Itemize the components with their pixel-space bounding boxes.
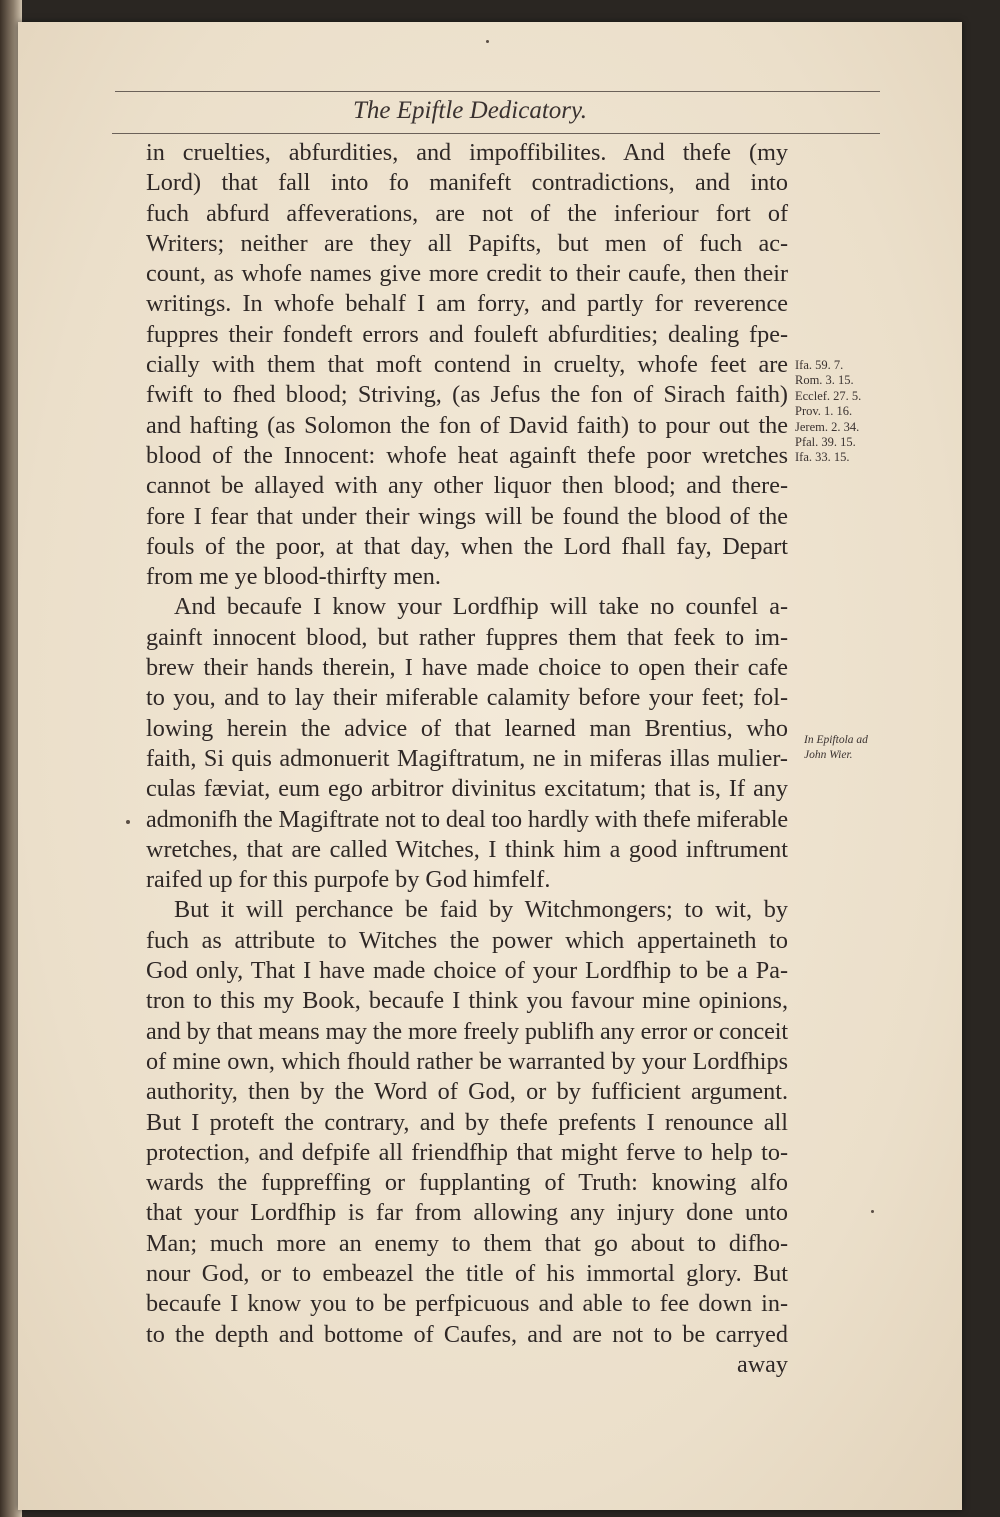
text-line: God only, That I have made choice of your Lordfhip to be a Pa- [146, 957, 788, 985]
text-line: and by that means may the more freely publifh any error or conceit [146, 1017, 788, 1045]
paper-speck [871, 1210, 874, 1213]
running-header: The Epiftle Dedicatory. [353, 97, 587, 124]
paper-speck [126, 820, 130, 824]
text-line: faith, Si quis admonuerit Magiftratum, ne in miferas illas mulier- [146, 744, 788, 772]
text-line: and hafting (as Solomon the fon of David faith) to pour out the [146, 411, 788, 439]
text-line: brew their hands therein, I have made choice to open their cafe [146, 654, 788, 682]
text-line: Lord) that fall into fo manifeft contradictions, and into [146, 169, 788, 197]
text-line: that your Lordfhip is far from allowing any injury done unto [146, 1199, 788, 1227]
text-line: from me ye blood-thirfty men. [146, 563, 441, 591]
text-line: to the depth and bottome of Caufes, and are not to be carryed [146, 1320, 788, 1348]
text-line: blood of the Innocent: whofe heat againft thefe poor wretches [146, 441, 788, 469]
body-text [146, 138, 788, 1380]
text-line: nour God, or to embeazel the title of his immortal glory. But [146, 1259, 788, 1287]
text-line: And becaufe I know your Lordfhip will take no counfel a- [174, 593, 788, 621]
text-line: becaufe I know you to be perfpicuous and able to fee down in- [146, 1290, 788, 1318]
text-line: wards the fuppreffing or fupplanting of Truth: knowing alfo [146, 1169, 788, 1197]
text-line: Writers; neither are they all Papifts, but men of fuch ac- [146, 229, 788, 257]
text-line: fwift to fhed blood; Striving, (as Jefus the fon of Sirach faith) [146, 381, 788, 409]
text-line: cannot be allayed with any other liquor then blood; and there- [146, 472, 788, 500]
catchword: away [736, 1350, 788, 1378]
text-line: authority, then by the Word of God, or by fufficient argument. [146, 1078, 788, 1106]
text-line: fouls of the poor, at that day, when the Lord fhall fay, Depart [146, 532, 788, 560]
text-line: cially with them that moft contend in cruelty, whofe feet are [146, 351, 788, 379]
text-line: But it will perchance be faid by Witchmongers; to wit, by [174, 896, 788, 924]
header-rule-bottom [112, 133, 880, 134]
text-line: Man; much more an enemy to them that go about to difho- [146, 1229, 788, 1257]
text-line: But I proteft the contrary, and by thefe prefents I renounce all [146, 1108, 788, 1136]
text-line: count, as whofe names give more credit to their caufe, then their [146, 260, 788, 288]
text-line: protection, and defpife all friendfhip that might ferve to help to- [146, 1138, 788, 1166]
margin-note-epistola: In Epiftola ad John Wier. [804, 734, 868, 762]
text-line: of mine own, which fhould rather be warranted by your Lordfhips [146, 1047, 788, 1075]
text-line: fuppres their fondeft errors and fouleft abfurdities; dealing fpe- [146, 320, 788, 348]
text-line: writings. In whofe behalf I am forry, and partly for reverence [146, 290, 788, 318]
text-line: to you, and to lay their miferable calamity before your feet; fol- [146, 684, 788, 712]
text-line: lowing herein the advice of that learned man Brentius, who [146, 714, 788, 742]
text-line: wretches, that are called Witches, I think him a good inftrument [146, 835, 788, 863]
text-line: raifed up for this purpofe by God himfelf. [146, 866, 551, 894]
header-rule-top [115, 91, 880, 92]
text-line: culas fæviat, eum ego arbitror divinitus excitatum; that is, If any [146, 775, 788, 803]
text-line: admonifh the Magiftrate not to deal too hardly with thefe miferable [146, 805, 788, 833]
text-line: fuch abfurd affeverations, are not of the inferiour fort of [146, 199, 788, 227]
text-line: fore I fear that under their wings will be found the blood of the [146, 502, 788, 530]
text-line: in cruelties, abfurdities, and impoffibilites. And thefe (my [146, 139, 788, 166]
paper-speck [486, 40, 489, 43]
text-line: tron to this my Book, becaufe I think you favour mine opinions, [146, 987, 788, 1015]
margin-note-scripture-refs: Ifa. 59. 7. Rom. 3. 15. Ecclef. 27. 5. Prov. 1. 16. Jerem. 2. 34. Pfal. 39. 15. Ifa. 33. 15. [795, 358, 862, 465]
text-line: gainft innocent blood, but rather fuppres them that feek to im- [146, 623, 788, 651]
text-line: fuch as attribute to Witches the power which appertaineth to [146, 926, 788, 954]
